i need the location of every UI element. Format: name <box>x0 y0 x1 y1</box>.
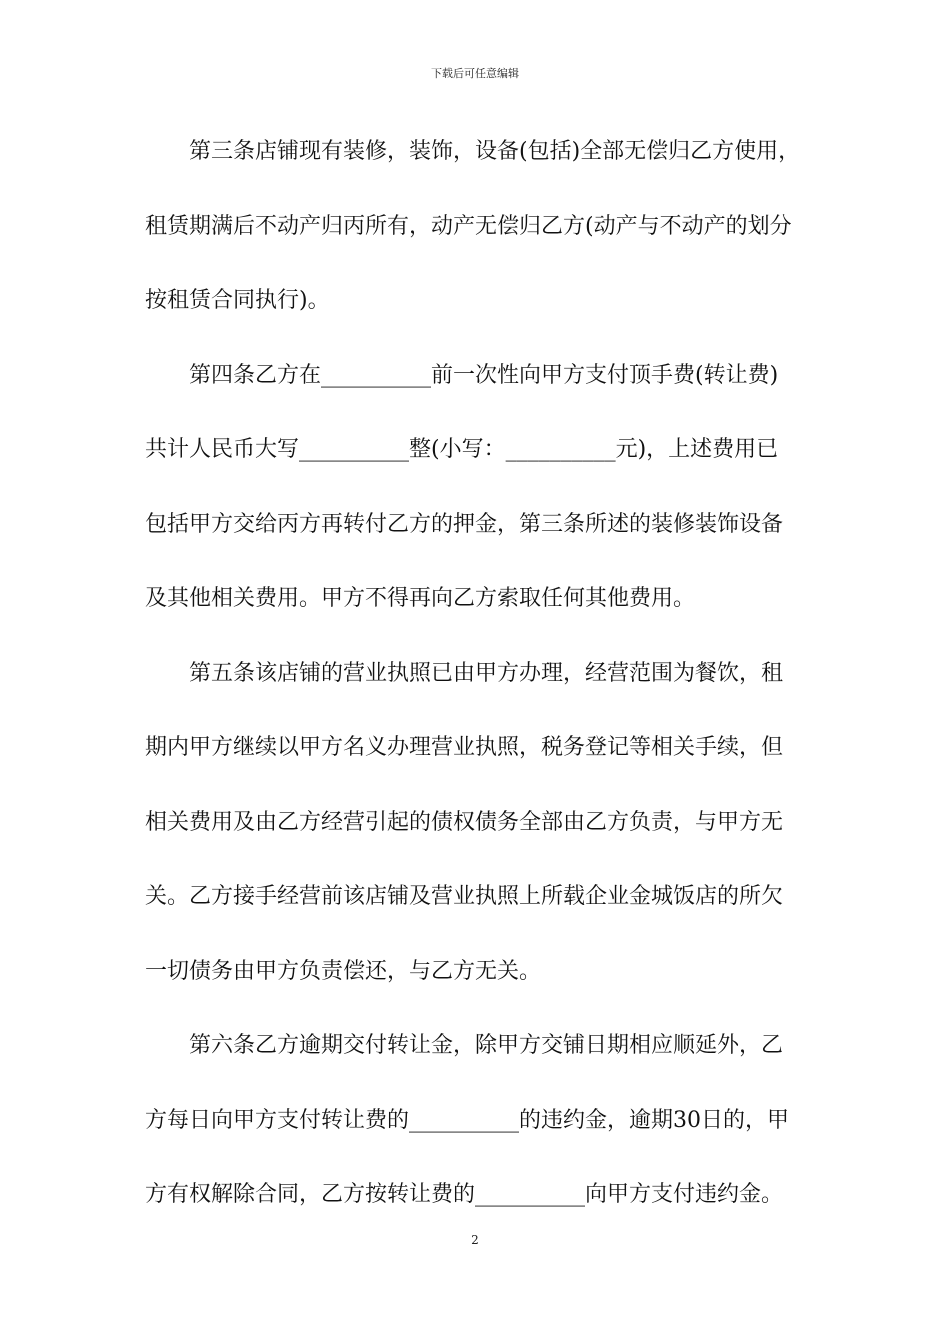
text-line: 第三条店铺现有装修，装饰，设备(包括)全部无偿归乙方使用， <box>189 139 801 164</box>
document-body <box>145 122 811 1240</box>
page-header: 下载后可任意编辑 <box>431 67 519 80</box>
text-line: 第四条乙方在__________前一次性向甲方支付顶手费(转让费) <box>189 362 779 388</box>
page-number: 2 <box>471 1233 479 1247</box>
text-line: 方每日向甲方支付转让费的__________的违约金，逾期30日的，甲 <box>145 1107 789 1133</box>
text-line: 一切债务由甲方负责偿还，与乙方无关。 <box>145 958 542 984</box>
text-line: 包括甲方交给丙方再转付乙方的押金，第三条所述的装修装饰设备 <box>145 511 784 537</box>
text-line: 方有权解除合同，乙方按转让费的__________向甲方支付违约金。 <box>145 1182 784 1207</box>
text-line: 相关费用及由乙方经营引起的债权债务全部由乙方负责，与甲方无 <box>145 809 784 835</box>
text-line: 及其他相关费用。甲方不得再向乙方索取任何其他费用。 <box>145 586 696 611</box>
text-line: 共计人民币大写__________整(小写：__________元)，上述费用已 <box>145 437 779 462</box>
text-line: 期内甲方继续以甲方名义办理营业执照，税务登记等相关手续，但 <box>145 735 784 760</box>
text-line: 第五条该店铺的营业执照已由甲方办理，经营范围为餐饮，租 <box>189 660 784 686</box>
text-line: 第六条乙方逾期交付转让金，除甲方交铺日期相应顺延外，乙 <box>189 1033 784 1058</box>
text-line: 租赁期满后不动产归丙所有，动产无偿归乙方(动产与不动产的划分 <box>145 213 792 239</box>
text-line: 关。乙方接手经营前该店铺及营业执照上所载企业金城饭店的所欠 <box>145 884 784 909</box>
text-line: 按租赁合同执行)。 <box>145 288 330 313</box>
